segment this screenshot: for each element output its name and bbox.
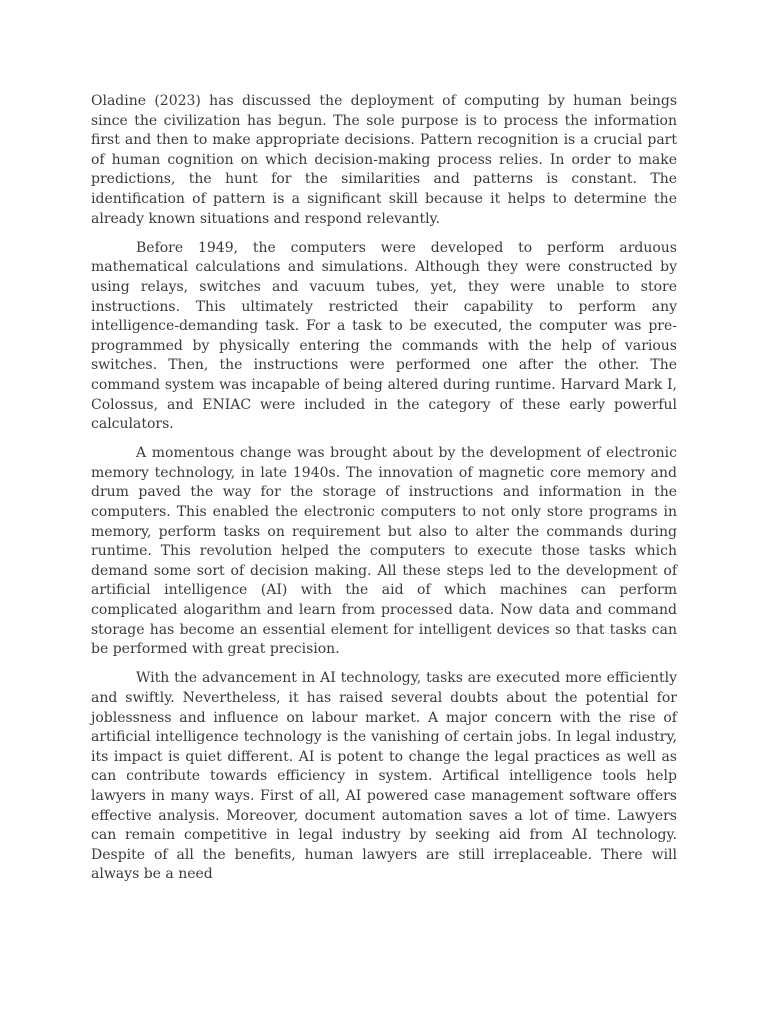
paragraph-2: Before 1949, the computers were developed to perform arduous mathematical calculations and simulations. Although they were constructed by using relays, switches and vacuum tubes, yet, they were unable to store instructions. This ultimately restricted their capability to perform any intelligence-demanding task. For a task to be executed, the computer was pre-programmed by physically entering the commands with the help of various switches. Then, the instructions were performed one after the other. The command system was incapable of being altered during runtime. Harvard Mark I, Colossus, and ENIAC were included in the category of these early powerful calculators. bbox=[91, 239, 677, 433]
paragraph-1: Oladine (2023) has discussed the deployment of computing by human beings since the civilization has begun. The sole purpose is to process the information first and then to make appropriate decisions. Pattern recognition is a crucial part of human cognition on which decision-making process relies. In order to make predictions, the hunt for the similarities and patterns is constant. The identification of pattern is a significant skill because it helps to determine the already known situations and respond relevantly. bbox=[91, 93, 677, 227]
document-body bbox=[91, 92, 677, 895]
paragraph-3: A momentous change was brought about by the development of electronic memory technology, in late 1940s. The innovation of magnetic core memory and drum paved the way for the storage of instructions and information in the computers. This enabled the electronic computers to not only store programs in memory, perform tasks on requirement but also to alter the commands during runtime. This revolution helped the computers to execute those tasks which demand some sort of decision making. All these steps led to the development of artificial intelligence (AI) with the aid of which machines can perform complicated alogarithm and learn from processed data. Now data and command storage has become an essential element for intelligent devices so that tasks can be performed with great precision. bbox=[91, 445, 677, 658]
paragraph-4: With the advancement in AI technology, tasks are executed more efficiently and swiftly. Nevertheless, it has raised several doubts about the potential for joblessness and influence on labour market. A major concern with the rise of artificial intelligence technology is the vanishing of certain jobs. In legal industry, its impact is quiet different. AI is potent to change the legal practices as well as can contribute towards efficiency in system. Artifical intelligence tools help lawyers in many ways. First of all, AI powered case management software offers effective analysis. Moreover, document automation saves a lot of time. Lawyers can remain competitive in legal industry by seeking aid from AI technology. Despite of all the benefits, human lawyers are still irreplaceable. There will always be a need bbox=[91, 670, 677, 883]
